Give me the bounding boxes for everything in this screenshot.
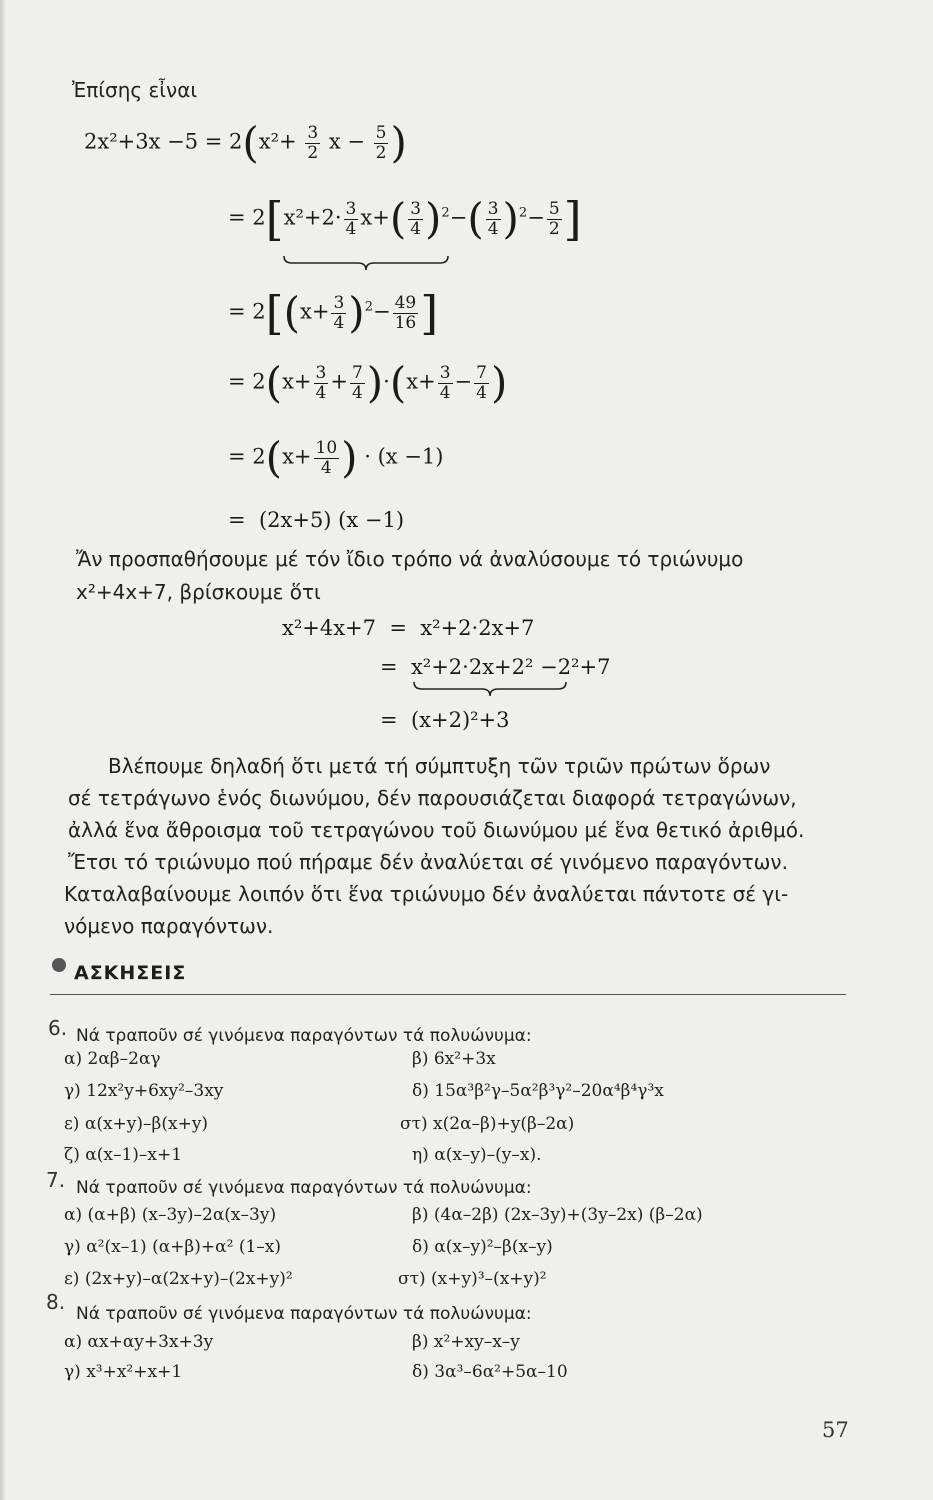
exercise-item: δ) 15α³β²γ–5α²β³γ²–20α⁴β⁴γ³x <box>412 1081 664 1101</box>
fraction: $\frac{3}{4}$ <box>345 198 357 239</box>
section-divider <box>50 994 846 995</box>
exercise-item: δ) 3α³–6α²+5α–10 <box>412 1362 568 1382</box>
right-paren: ) <box>390 118 407 167</box>
equation-2 <box>228 192 582 246</box>
eq1-lhs: 2x²+3x −5 = <box>84 129 223 154</box>
exercise-item: στ) (x+y)³–(x+y)² <box>398 1269 547 1289</box>
equation-1 <box>84 118 407 167</box>
left-paren: ( <box>242 118 259 167</box>
fraction: $\frac{3}{2}$ <box>307 122 319 163</box>
equals-sign: = <box>228 299 246 324</box>
right-paren: ) <box>341 433 358 482</box>
eq2-term: x+ <box>360 205 390 230</box>
exercise-item: στ) x(2α–β)+y(β–2α) <box>400 1114 575 1134</box>
eq5-term: x+ <box>282 444 312 469</box>
exercise-item: ε) (2x+y)–α(2x+y)–(2x+y)² <box>64 1269 293 1289</box>
right-paren: ) <box>348 288 365 337</box>
exercise-item: δ) α(x–y)²–β(x–y) <box>412 1237 553 1257</box>
right-bracket: ] <box>420 286 439 340</box>
eq1-coef: 2 <box>229 129 243 154</box>
exercise-item: η) α(x–y)–(y–x). <box>412 1145 542 1165</box>
fraction: $\frac{49}{16}$ <box>394 292 417 333</box>
exercise-prompt: Νά τραποῦν σέ γινόμενα παραγόντων τά πολυώνυμα: <box>76 1178 532 1198</box>
equals-sign: = <box>228 444 246 469</box>
exercise-item: ζ) α(x–1)–x+1 <box>64 1145 183 1165</box>
paragraph-2-line: Ἔτσι τό τριώνυμο πού πήραμε δέν ἀναλύεται σέ γινόμενο παραγόντων. <box>68 850 788 874</box>
exercise-item: γ) 12x²y+6xy²–3xy <box>64 1081 224 1101</box>
fraction: $\frac{3}{4}$ <box>315 362 327 403</box>
exercise-number: 7. <box>46 1168 66 1192</box>
equation-4 <box>228 358 508 407</box>
fraction: $\frac{3}{4}$ <box>410 198 422 239</box>
eq1-term: x − <box>328 129 365 154</box>
exercise-item: γ) α²(x–1) (α+β)+α² (1–x) <box>64 1237 281 1257</box>
left-bracket: [ <box>265 192 284 246</box>
fraction: $\frac{7}{4}$ <box>351 362 363 403</box>
eq4-coef: 2 <box>252 369 266 394</box>
fraction: $\frac{7}{4}$ <box>476 362 487 403</box>
exercise-prompt: Νά τραποῦν σέ γινόμενα παραγόντων τά πολυώνυμα: <box>76 1304 532 1324</box>
bullet-icon <box>52 958 66 972</box>
equation-9: = (x+2)²+3 <box>380 708 510 732</box>
exercise-number: 8. <box>46 1290 66 1314</box>
eq4-term: x+ <box>406 369 436 394</box>
eq2-coef: 2 <box>252 205 266 230</box>
equals-sign: = <box>228 369 246 394</box>
paragraph-2-line: Βλέπουμε δηλαδή ὅτι μετά τή σύμπτυξη τῶν τριῶν πρώτων ὅρων <box>108 754 771 778</box>
left-paren: ( <box>283 288 301 337</box>
paragraph-2-line: νόμενο παραγόντων. <box>64 914 274 938</box>
plus-sign: + <box>330 369 348 394</box>
minus-sign: − <box>454 369 473 394</box>
minus-sign: − <box>527 205 545 230</box>
page-number: 57 <box>822 1418 849 1442</box>
eq4-term: x+ <box>282 369 312 394</box>
fraction: $\frac{3}{4}$ <box>333 292 345 333</box>
paragraph-2-line: Καταλαβαίνουμε λοιπόν ὅτι ἕνα τριώνυμο δέν ἀναλύεται πάντοτε σέ γι- <box>64 882 789 906</box>
left-bracket: [ <box>265 286 284 340</box>
fraction: $\frac{10}{4}$ <box>315 437 338 478</box>
exponent: 2 <box>441 205 450 221</box>
exercise-item: β) 6x²+3x <box>412 1049 496 1069</box>
eq1-term: x²+ <box>258 129 297 154</box>
exponent: 2 <box>364 299 373 315</box>
right-bracket: ] <box>563 192 582 246</box>
eq2-term: x²+2· <box>283 205 342 230</box>
exercise-item: ε) α(x+y)–β(x+y) <box>64 1114 209 1134</box>
exercise-item: α) (α+β) (x–3y)–2α(x–3y) <box>64 1205 277 1225</box>
equation-5 <box>228 433 444 482</box>
page-edge-shadow <box>0 0 6 1500</box>
left-paren: ( <box>389 194 407 243</box>
eq3-coef: 2 <box>252 299 266 324</box>
exercise-number: 6. <box>48 1016 68 1040</box>
exercises-title: ΑΣΚΗΣΕΙΣ <box>74 962 187 984</box>
eq5-rest: · (x −1) <box>364 444 444 469</box>
underbrace <box>282 254 450 272</box>
fraction: $\frac{5}{2}$ <box>375 122 387 163</box>
left-paren: ( <box>265 433 283 482</box>
equation-6: = (2x+5) (x −1) <box>228 508 405 532</box>
left-paren: ( <box>389 358 407 407</box>
equals-sign: = <box>228 205 246 230</box>
exercise-item: β) (4α–2β) (2x–3y)+(3y–2x) (β–2α) <box>412 1205 703 1225</box>
right-paren: ) <box>366 358 384 407</box>
equation-7: x²+4x+7 = x²+2·2x+7 <box>282 616 535 640</box>
paragraph-1-line-1: Ἄν προσπαθήσουμε μέ τόν ἴδιο τρόπο νά ἀναλύσουμε τό τριώνυμο <box>76 547 744 571</box>
right-paren: ) <box>425 194 442 243</box>
exercise-item: β) x²+xy–x–y <box>412 1332 520 1352</box>
paragraph-2-line: σέ τετράγωνο ἑνός διωνύμου, δέν παρουσιάζεται διαφορά τετραγώνων, <box>68 786 797 810</box>
exercise-prompt: Νά τραποῦν σέ γινόμενα παραγόντων τά πολυώνυμα: <box>76 1026 532 1046</box>
right-paren: ) <box>490 358 508 407</box>
fraction: $\frac{3}{4}$ <box>439 362 451 403</box>
paragraph-1-line-2: x²+4x+7, βρίσκουμε ὅτι <box>76 580 321 604</box>
intro-text: Ἐπίσης εἶναι <box>72 78 198 102</box>
eq3-term: x+ <box>300 299 330 324</box>
minus-sign: − <box>372 299 391 324</box>
fraction: $\frac{5}{2}$ <box>548 198 560 239</box>
fraction: $\frac{3}{4}$ <box>487 198 499 239</box>
paragraph-2-line: ἀλλά ἕνα ἄθροισμα τοῦ τετραγώνου τοῦ διωνύμου μέ ἕνα θετικό ἀριθμό. <box>68 818 805 842</box>
exponent: 2 <box>518 205 528 221</box>
equation-8: = x²+2·2x+2² −2²+7 <box>380 655 611 679</box>
underbrace <box>412 680 568 698</box>
exercise-item: α) 2αβ–2αγ <box>64 1049 161 1069</box>
left-paren: ( <box>265 358 283 407</box>
minus-sign: − <box>449 205 468 230</box>
left-paren: ( <box>467 194 484 243</box>
right-paren: ) <box>502 194 519 243</box>
exercise-item: γ) x³+x²+x+1 <box>64 1362 183 1382</box>
eq5-coef: 2 <box>252 444 266 469</box>
dot-operator: · <box>383 369 390 394</box>
exercise-item: α) αx+αy+3x+3y <box>64 1332 214 1352</box>
equation-3 <box>228 286 439 340</box>
